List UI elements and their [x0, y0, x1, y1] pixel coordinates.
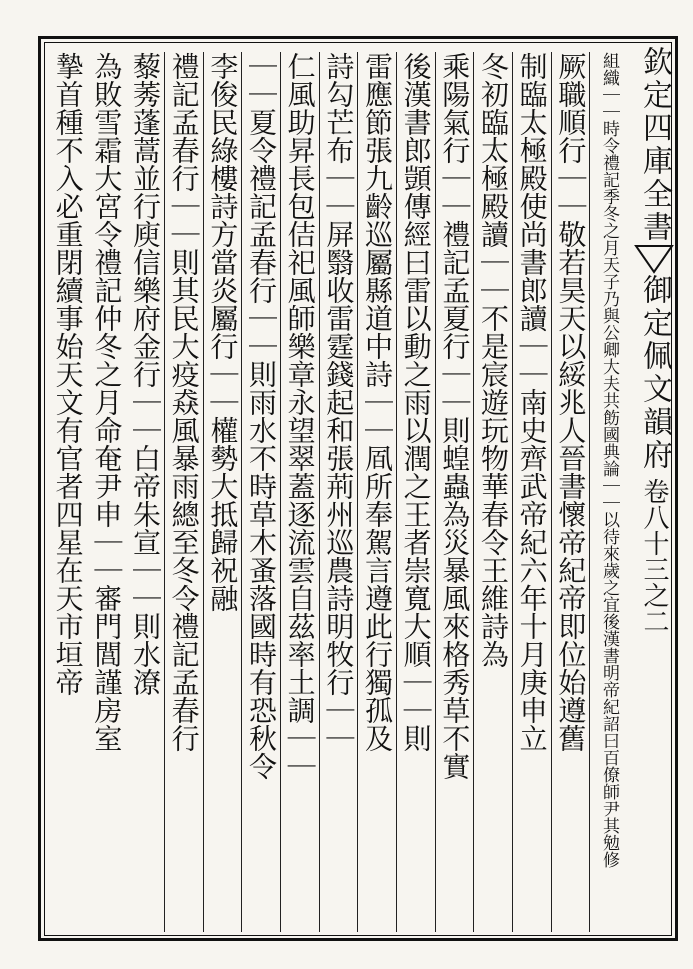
- column-rule: [203, 52, 204, 932]
- text-column-2: [551, 52, 590, 932]
- column-text: 李俊民綠樓詩方當炎屬行｜｜權勢大抵歸祝融: [206, 52, 240, 612]
- column-rule: [357, 52, 358, 932]
- section-title: 御定佩文韻府: [637, 274, 672, 472]
- text-column-9: [280, 52, 319, 932]
- column-text: 制臨太極殿使尚書郎讀｜｜南史齊武帝紀六年十月庚申立: [515, 52, 549, 752]
- column-text: 為敗雪霜大宮令禮記仲冬之月命奄尹申｜｜審門閭謹房室: [90, 52, 124, 752]
- column-text: 雷應節張九齡巡屬縣道中詩｜｜凮所奉駕言遵此行獨孤及: [361, 52, 394, 752]
- column-rule: [319, 52, 320, 932]
- column-text: 藜莠蓬蒿並行庾信樂府金行｜｜白帝朱宣｜｜則水潦: [129, 52, 162, 696]
- column-text: 冬初臨太極殿讀｜｜不是宸遊玩物華春令王維詩為: [477, 52, 510, 668]
- column-rule: [589, 52, 590, 932]
- text-column-12: [164, 52, 203, 932]
- column-rule: [396, 52, 397, 932]
- book-title: 欽定四庫全書: [637, 46, 672, 244]
- column-text: ｜｜夏令禮記孟春行｜｜則雨水不時草木蚤落國時有恐秋令: [245, 52, 278, 780]
- column-text: 詩勾芒布｜｜屏翳收雷霆錢起和張荊州巡農詩明牧行｜｜: [322, 52, 356, 752]
- column-rule: [241, 52, 242, 932]
- column-text: 摯首種不入必重閉續事始天文有官者四星在天市垣帝: [51, 52, 85, 696]
- text-column-5: [435, 52, 474, 932]
- text-column-7: [357, 52, 396, 932]
- text-column-14: [87, 52, 126, 932]
- text-column-13: [125, 52, 164, 932]
- text-column-3: [512, 52, 551, 932]
- column-rule: [473, 52, 474, 932]
- text-column-15: [48, 52, 87, 932]
- column-text: 後漢書郎顗傳經曰雷以動之雨以潤之王者崇寬大順｜｜則: [399, 52, 433, 752]
- column-text: 仁風助昇長包佶祀風師樂章永望翠蓋逐流雲自茲率土調｜｜: [283, 52, 317, 780]
- column-text: 組織｜｜時令禮記季冬之月天子乃與公卿大夫共飭國典論｜｜以待來歲之宜後漢書明帝紀詔曰百僚師尹其勉修: [599, 52, 619, 868]
- page-margin-column: [632, 46, 676, 931]
- column-rule: [435, 52, 436, 932]
- text-column-11: [203, 52, 242, 932]
- column-rule: [280, 52, 281, 932]
- text-column-1: [589, 52, 628, 932]
- column-rule: [512, 52, 513, 932]
- text-column-10: [241, 52, 280, 932]
- column-rule: [551, 52, 552, 932]
- text-column-6: [396, 52, 435, 932]
- column-rule: [164, 52, 165, 932]
- text-column-4: [473, 52, 512, 932]
- column-text: 厥職順行｜｜敬若昊天以綏兆人晉書懷帝紀帝即位始遵舊: [554, 52, 588, 752]
- volume-number: 卷八十三之二: [639, 478, 669, 634]
- column-text: 乘陽氣行｜｜禮記孟夏行｜｜則蝗蟲為災暴風來格秀草不實: [438, 52, 472, 780]
- fishtail-ornament-icon: [634, 244, 674, 274]
- text-column-8: [319, 52, 358, 932]
- column-text: 禮記孟春行｜｜則其民大疫猋風暴雨總至冬令禮記孟春行: [167, 52, 201, 752]
